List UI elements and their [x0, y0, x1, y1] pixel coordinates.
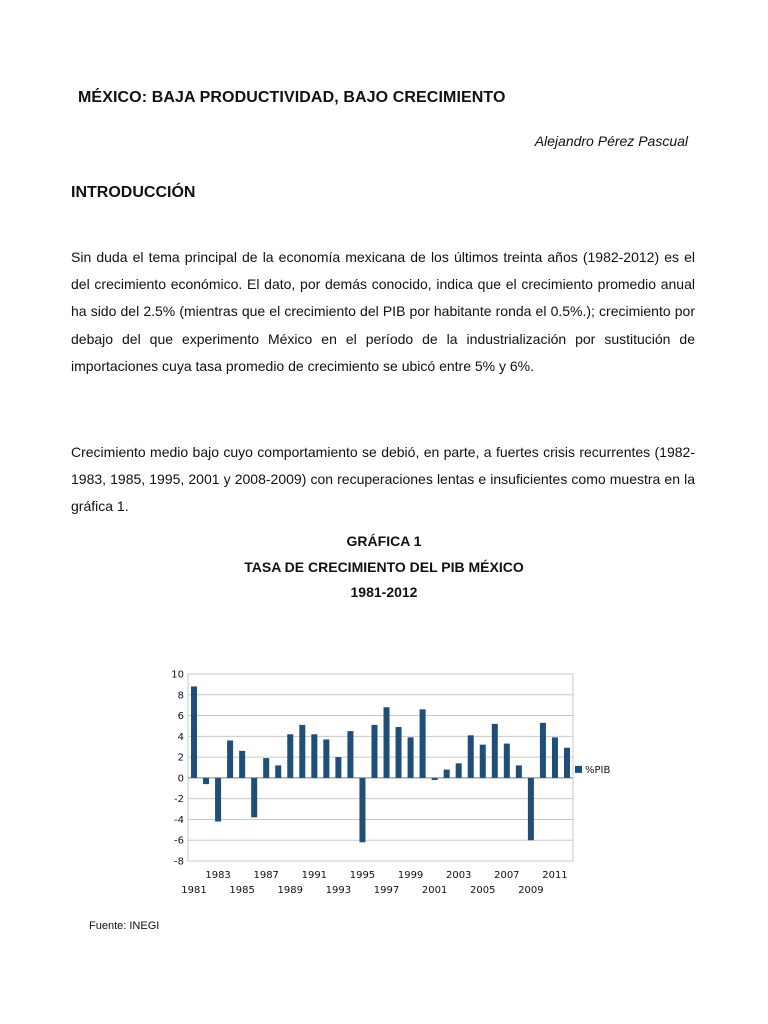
bar-2012	[564, 748, 570, 778]
x-tick-label: 2005	[470, 885, 496, 896]
bar-1993	[335, 757, 341, 778]
bar-1986	[251, 778, 257, 817]
x-tick-label: 2001	[421, 885, 448, 896]
bar-1989	[287, 734, 293, 778]
source-note: Fuente: INEGI	[89, 920, 160, 932]
bar-2002	[444, 770, 450, 778]
bar-2007	[504, 744, 510, 778]
bar-1996	[371, 725, 377, 778]
bar-1999	[408, 737, 414, 778]
bar-2001	[432, 778, 438, 780]
x-tick-label: 1991	[301, 870, 328, 881]
chart-svg	[160, 662, 620, 902]
bar-1981	[191, 686, 197, 777]
x-tick-label: 2011	[542, 870, 568, 881]
x-tick-label: 1995	[349, 870, 376, 881]
plot-frame	[188, 674, 573, 861]
x-tick-label: 1985	[229, 885, 255, 896]
bar-1987	[263, 758, 269, 778]
bar-1991	[311, 734, 317, 778]
y-tick-label: -6	[174, 835, 184, 847]
bar-1988	[275, 765, 281, 777]
y-tick-label: 2	[177, 752, 184, 764]
y-tick-label: 8	[177, 690, 184, 702]
y-tick-label: -4	[174, 814, 184, 826]
y-tick-label: -8	[174, 856, 184, 868]
bar-2009	[528, 778, 534, 840]
legend-swatch	[575, 766, 582, 773]
x-tick-label: 1989	[277, 885, 303, 896]
bar-1982	[203, 778, 209, 784]
y-tick-label: 10	[171, 669, 184, 681]
bar-2006	[492, 724, 498, 778]
x-tick-label: 1987	[253, 870, 279, 881]
bar-1998	[396, 727, 402, 778]
bar-1984	[227, 740, 233, 777]
bar-2008	[516, 765, 522, 777]
bar-2010	[540, 723, 546, 778]
bar-2004	[468, 735, 474, 778]
bar-2003	[456, 763, 462, 778]
y-tick-label: 6	[177, 711, 184, 723]
x-tick-label: 1999	[397, 870, 424, 881]
chart-period: 1981-2012	[350, 584, 418, 600]
x-tick-label: 1997	[373, 885, 400, 896]
x-tick-label: 2007	[494, 870, 520, 881]
bar-2000	[420, 709, 426, 778]
y-tick-label: 4	[177, 731, 184, 743]
x-tick-label: 2009	[518, 885, 544, 896]
bar-2005	[480, 745, 486, 778]
chart-label: GRÁFICA 1	[346, 533, 422, 549]
x-tick-label: 1993	[325, 885, 352, 896]
bar-2011	[552, 737, 558, 778]
bar-1985	[239, 751, 245, 778]
paragraph-1: Sin duda el tema principal de la economía mexicana de los últimos treinta años (1982-2012) es el del crecimiento económico. El dato, por demás conocido, indica que el crecimiento promedio anual ha sido del 2.5% (mientras que el crecimiento del PIB por habitante ronda el 0.5%.); crecimiento por debajo del que experimento México en el período de la industrialización por sustitución de importaciones cuya tasa promedio de crecimiento se ubicó entre 5% y 6%.	[71, 249, 695, 374]
y-tick-label: -2	[174, 794, 184, 806]
gdp-growth-chart	[160, 662, 620, 902]
x-tick-label: 2003	[445, 870, 472, 881]
bar-1995	[359, 778, 365, 842]
y-tick-label: 0	[177, 773, 184, 785]
x-tick-label: 1981	[181, 885, 207, 896]
bar-1997	[384, 707, 390, 778]
bar-1990	[299, 725, 305, 778]
document-title: MÉXICO: BAJA PRODUCTIVIDAD, BAJO CRECIMIENTO	[78, 89, 506, 106]
bar-1983	[215, 778, 221, 822]
x-tick-label: 1983	[205, 870, 231, 881]
section-heading: INTRODUCCIÓN	[71, 184, 196, 201]
paragraph-2: Crecimiento medio bajo cuyo comportamiento se debió, en parte, a fuertes crisis recurrentes (1982-1983, 1985, 1995, 2001 y 2008-2009) con recuperaciones lentas e insuficientes como muestra en la gráfica 1.	[71, 444, 695, 515]
author-name: Alejandro Pérez Pascual	[534, 133, 688, 149]
bar-1992	[323, 739, 329, 777]
chart-title: TASA DE CRECIMIENTO DEL PIB MÉXICO	[244, 559, 524, 575]
bar-1994	[347, 731, 353, 778]
legend-label: %PIB	[585, 764, 611, 776]
